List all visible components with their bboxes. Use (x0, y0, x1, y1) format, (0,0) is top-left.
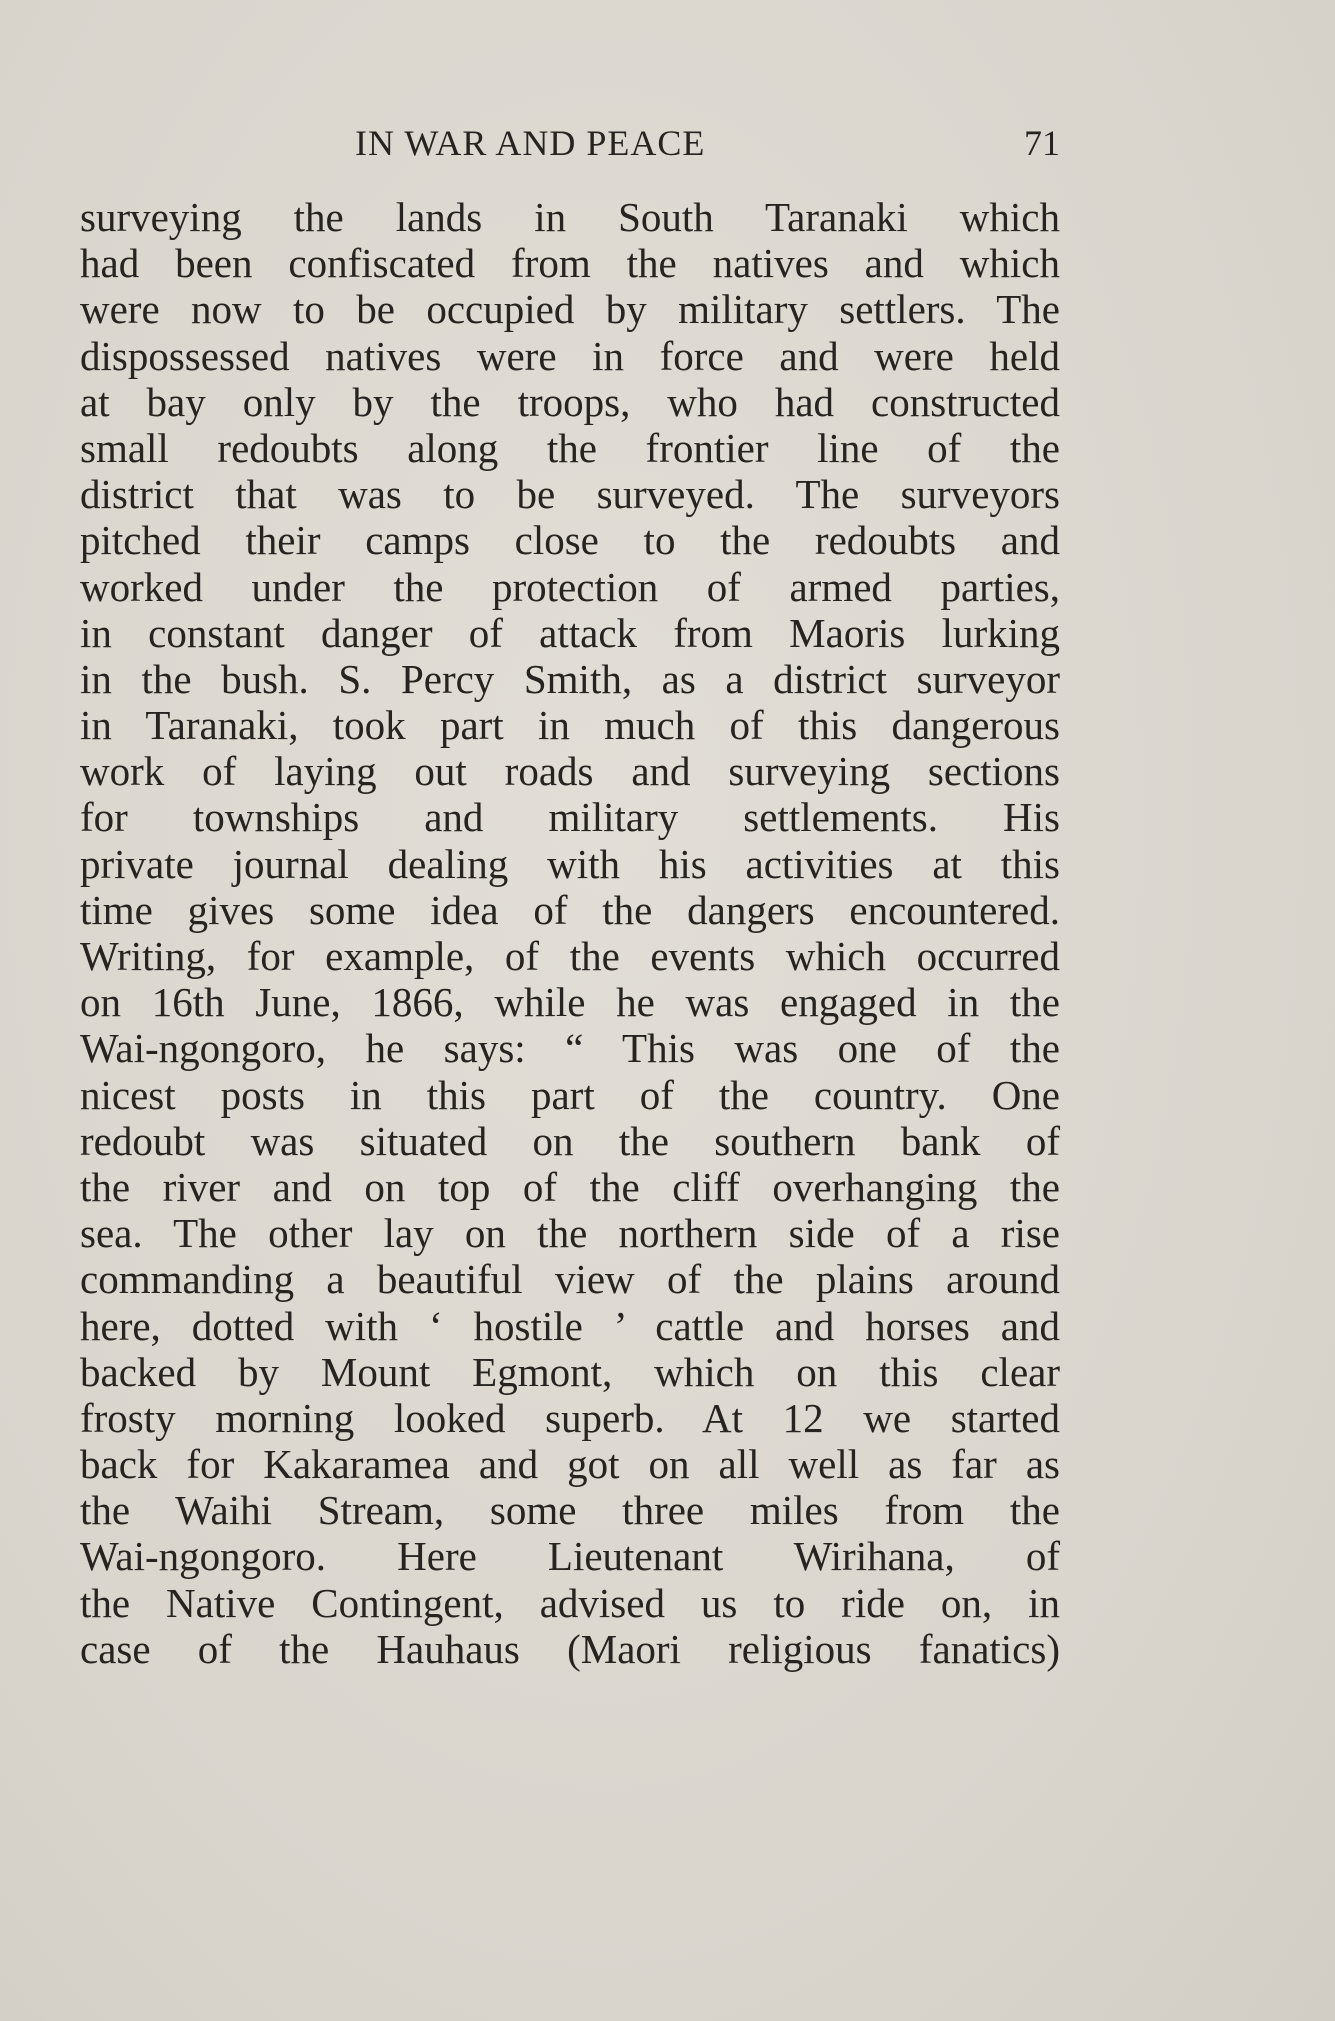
text-line: for townships and military settlements. His (80, 794, 1060, 841)
text-line: the river and on top of the cliff overhanging the (80, 1163, 1060, 1210)
page-number: 71 (1024, 123, 1060, 163)
text-line: Wai-ngongoro. Here Lieutenant Wirihana, of (80, 1533, 1060, 1580)
text-line: on 16th June, 1866, while he was engaged in the (80, 979, 1060, 1026)
text-line: in Taranaki, took part in much of this dangerous (80, 702, 1060, 749)
text-line: district that was to be surveyed. The surveyors (80, 471, 1060, 518)
text-line: work of laying out roads and surveying sections (80, 748, 1060, 795)
text-line: surveying the lands in South Taranaki which (80, 194, 1060, 240)
text-line: Wai-ngongoro, he says: “ This was one of the (80, 1025, 1060, 1072)
text-line: were now to be occupied by military settlers. The (80, 286, 1060, 333)
text-line: private journal dealing with his activities at this (80, 840, 1060, 887)
text-line: worked under the protection of armed parties, (80, 563, 1060, 610)
text-line: the Native Contingent, advised us to ride on, in (80, 1579, 1060, 1626)
text-line: the Waihi Stream, some three miles from the (80, 1487, 1060, 1534)
body-text (80, 194, 1060, 1672)
text-line: case of the Hauhaus (Maori religious fanatics) (80, 1625, 1060, 1672)
text-line: Writing, for example, of the events which occurred (80, 933, 1060, 979)
running-title: IN WAR AND PEACE (355, 123, 706, 163)
text-line: in the bush. S. Percy Smith, as a district surveyor (80, 655, 1060, 702)
text-line: dispossessed natives were in force and were held (80, 332, 1060, 379)
text-line: nicest posts in this part of the country. One (80, 1071, 1060, 1118)
text-line: at bay only by the troops, who had constructed (80, 378, 1060, 425)
text-line: here, dotted with ‘ hostile ’ cattle and horses and (80, 1302, 1060, 1349)
text-line: in constant danger of attack from Maoris lurking (80, 609, 1060, 656)
running-head (78, 118, 1060, 168)
text-line: redoubt was situated on the southern bank of (80, 1117, 1060, 1164)
text-line: commanding a beautiful view of the plains around (80, 1256, 1060, 1303)
text-line: frosty morning looked superb. At 12 we started (80, 1394, 1060, 1441)
text-line: pitched their camps close to the redoubts and (80, 517, 1060, 564)
text-line: sea. The other lay on the northern side of a rise (80, 1210, 1060, 1257)
text-line: small redoubts along the frontier line of the (80, 424, 1060, 471)
text-line: time gives some idea of the dangers encountered. (80, 886, 1060, 933)
text-line: had been confiscated from the natives and which (80, 240, 1060, 287)
text-line: back for Kakaramea and got on all well as far as (80, 1441, 1060, 1488)
text-line: backed by Mount Egmont, which on this clear (80, 1348, 1060, 1395)
